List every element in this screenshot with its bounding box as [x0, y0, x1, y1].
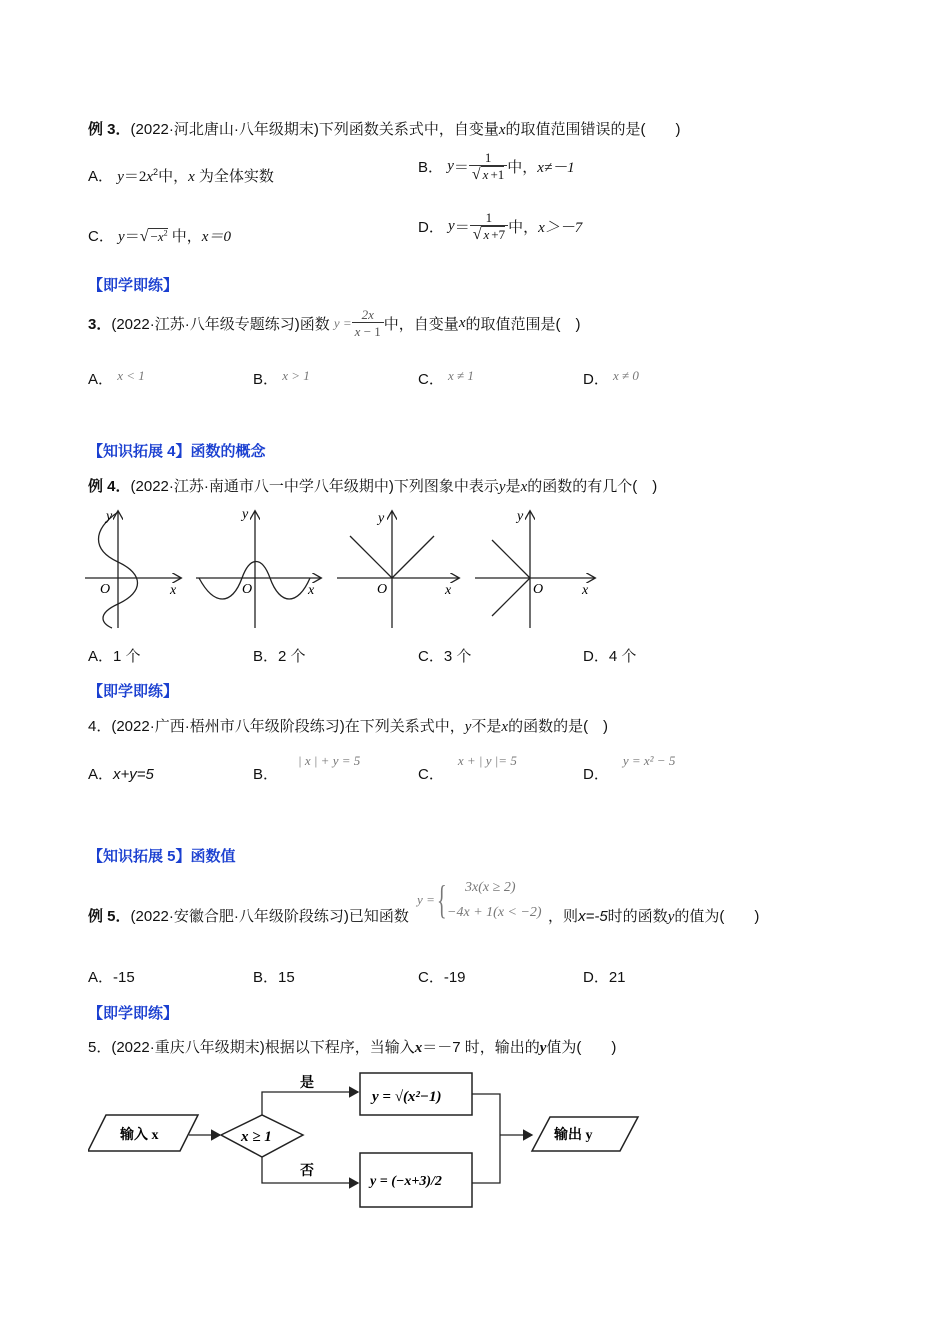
ex4-option-d: D．4 个 — [583, 648, 637, 665]
ex3-option-a: A． $y=2x^2$中，x 为全体实数 — [88, 167, 274, 185]
graph-1 — [85, 509, 180, 628]
ex4-option-b: B．2 个 — [253, 648, 306, 665]
ext4-heading: 【知识拓展 4】函数的概念 — [88, 443, 266, 460]
axis-y-label: y — [106, 509, 113, 524]
input-label: 输入 x — [120, 1128, 159, 1143]
ex5-option-c: C．-19 — [418, 969, 466, 986]
axis-x-label: x — [170, 583, 177, 598]
q4-option-a: A．x+y=5 — [88, 766, 154, 783]
q3-option-a: A． x < 1 — [88, 368, 145, 388]
q3-option-c: C． x ≠ 1 — [418, 368, 474, 388]
q3-option-b: B． x > 1 — [253, 368, 310, 388]
axis-y-label: y — [378, 511, 385, 526]
graph-3 — [337, 511, 458, 628]
axis-x-label: x — [445, 583, 452, 598]
practice-heading: 【即学即练】 — [88, 277, 179, 294]
yes-label: 是 — [300, 1076, 314, 1091]
axis-x-label: x — [582, 583, 589, 598]
ex4-stem: 例 4．(2022·江苏·南通市八一中学八年级期中)下列图象中表示y是x的函数的有几个( ) — [88, 478, 658, 495]
ex5-stem: 例 5．(2022·安徽合肥·八年级阶段练习)已知函数 y = { 3x(x ≥ 2) −4x + 1(x < −2) ，则x=-5时的函数y的值为( ) — [88, 878, 759, 928]
ex5-option-b: B．15 — [253, 969, 295, 986]
ex5-option-d: D．21 — [583, 969, 626, 986]
axis-y-label: y — [517, 509, 524, 524]
graph-4 — [475, 509, 594, 628]
formula-no: y = (−x+3)/2 — [370, 1174, 442, 1189]
practice-heading: 【即学即练】 — [88, 683, 179, 700]
q4-option-d: D．y = x² − 5 — [583, 753, 676, 783]
q3-stem: 3．(2022·江苏·八年级专题练习)函数 y = $\frac{2x}{x - 1}$ 中，自变量x的取值范围是( ) — [88, 307, 581, 339]
axis-y-label: y — [242, 507, 249, 522]
origin-label: O — [533, 582, 544, 597]
origin-label: O — [377, 582, 388, 597]
condition-label: x ≥ 1 — [241, 1129, 272, 1145]
origin-label: O — [100, 582, 111, 597]
ex4-option-c: C．3 个 — [418, 648, 472, 665]
q3-option-d: D． x ≠ 0 — [583, 368, 639, 388]
ex4-graphs — [82, 500, 602, 635]
q5-stem: 5．(2022·重庆八年级期末)根据以下程序，当输入x＝－7 时，输出的y值为( ) — [88, 1039, 617, 1056]
program-flowchart — [88, 1065, 648, 1215]
ex4-option-a: A．1 个 — [88, 648, 141, 665]
axis-x-label: x — [308, 583, 315, 598]
ex3-option-c: C． $y=√ -x^2$ 中，x＝0 — [88, 228, 231, 245]
q4-option-b: B．| x | + y = 5 — [253, 753, 361, 783]
formula-yes: y = √(x²−1) — [372, 1089, 442, 1105]
ex5-option-a: A．-15 — [88, 969, 135, 986]
q4-option-c: C．x + | y |= 5 — [418, 753, 517, 783]
ex3-option-d: D． y＝ $\frac{1}{√ x +7}$ 中，x＞－7 — [418, 210, 583, 243]
ex3-option-b: B． y＝ $\frac{1}{√ x +1}$ 中，x≠－1 — [418, 150, 575, 183]
graph-2 — [196, 507, 320, 628]
q4-stem: 4．(2022·广西·梧州市八年级阶段练习)在下列关系式中，y不是x的函数的是( ) — [88, 718, 609, 735]
no-label: 否 — [300, 1164, 314, 1179]
piecewise-function: y = { 3x(x ≥ 2) −4x + 1(x < −2) — [417, 877, 542, 922]
ext5-heading: 【知识拓展 5】函数值 — [88, 848, 236, 865]
ex3-stem: 例 3．(2022·河北唐山·八年级期末)下列函数关系式中，自变量x的取值范围错误的是( ) — [88, 121, 681, 138]
output-label: 输出 y — [554, 1128, 593, 1143]
origin-label: O — [242, 582, 253, 597]
practice-heading: 【即学即练】 — [88, 1005, 179, 1022]
